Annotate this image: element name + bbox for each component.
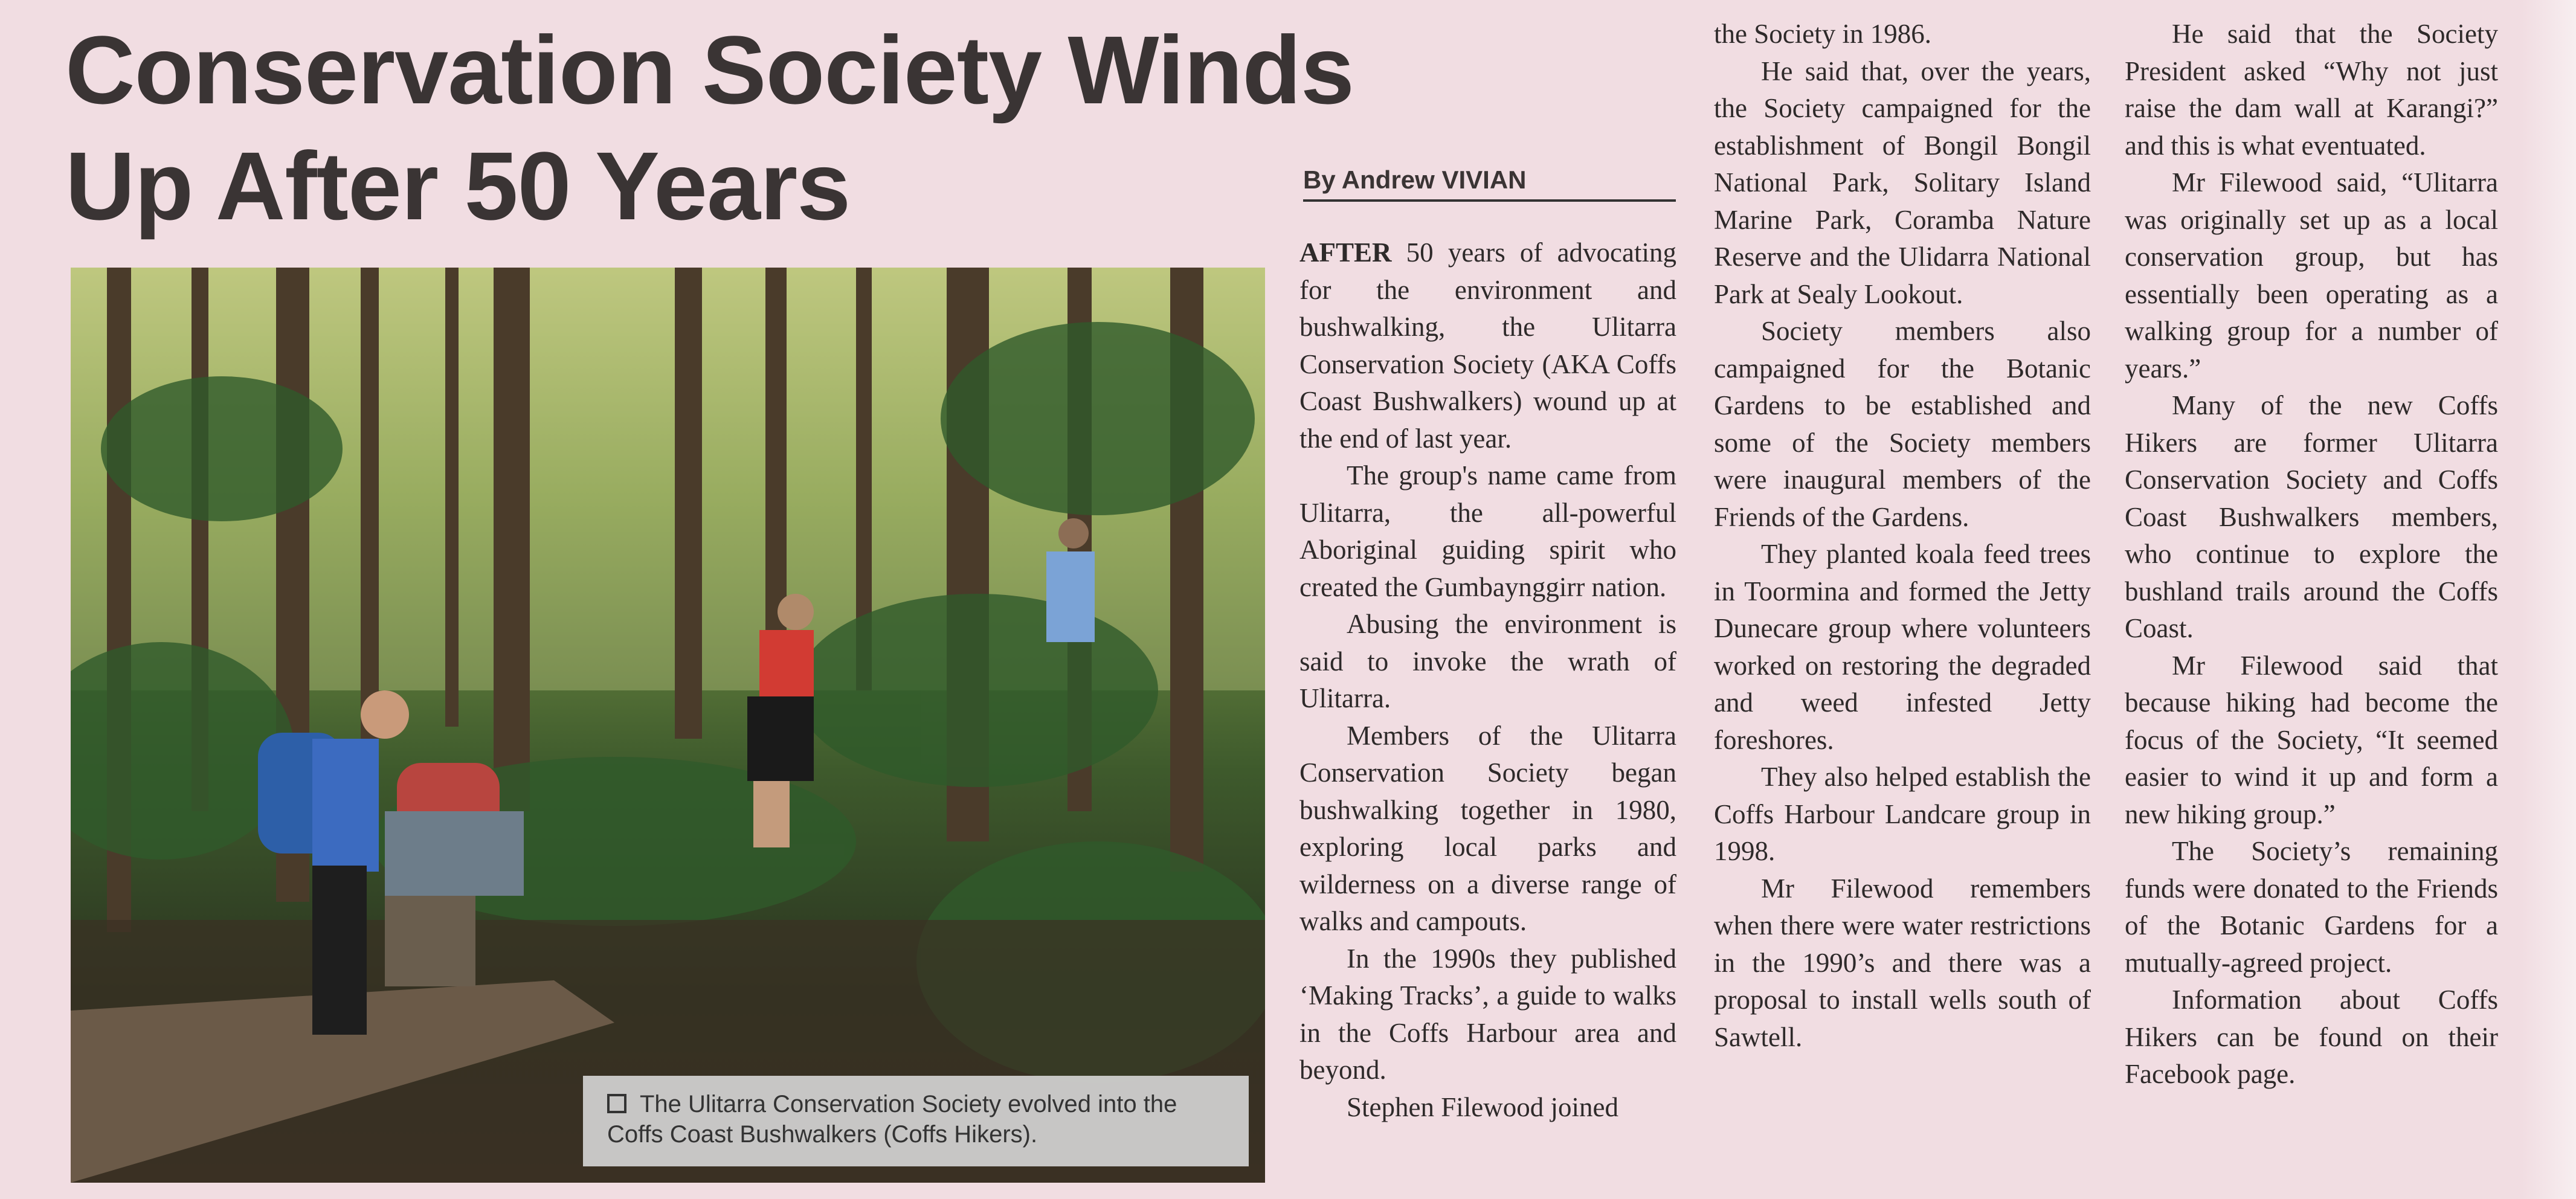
headline-line-2: Up After 50 Years — [65, 132, 851, 240]
paragraph: Mr Filewood said, “Ulitarra was originally set up as a local conservation group, but has essentially been operating as a walking group for a number of years.” — [2125, 167, 2498, 384]
paragraph: Members of the Ulitarra Conservation Society began bushwalking together in 1980, exploring local parks and wilderness on a diverse range of walks and campouts. — [1299, 720, 1676, 936]
headline-line-1: Conservation Society Winds — [65, 16, 1354, 124]
lead-word: AFTER — [1299, 237, 1392, 268]
paragraph: Many of the new Coffs Hikers are former Ulitarra Conservation Society and Coffs Coast Bushwalkers members, who continue to explore the bushland trails around the Coffs Coast. — [2125, 390, 2498, 643]
paragraph: the Society in 1986. — [1714, 19, 1931, 49]
paragraph: They also helped establish the Coffs Harbour Landcare group in 1998. — [1714, 762, 2091, 866]
paragraph: He said that the Society President asked “Why not just raise the dam wall at Karangi?” and this is what eventuated. — [2125, 19, 2498, 161]
caption-square-icon — [607, 1094, 626, 1113]
caption-text: The Ulitarra Conservation Society evolved into the Coffs Coast Bushwalkers (Coffs Hikers). — [607, 1091, 1177, 1148]
page-edge — [2522, 0, 2576, 1199]
forest-hikers-image — [71, 268, 1265, 1183]
paragraph: They planted koala feed trees in Toormina and formed the Jetty Dunecare group where volunteers worked on restoring the degraded and weed infested Jetty foreshores. — [1714, 539, 2091, 755]
paragraph: He said that, over the years, the Society campaigned for the establishment of Bongil Bongil National Park, Solitary Island Marine Park, Coramba Nature Reserve and the Ulidarra National Park at Sealy Lookout. — [1714, 56, 2091, 309]
photo-caption — [583, 1076, 1249, 1166]
paragraph: AFTER 50 years of advocating for the environment and bushwalking, the Ulitarra Conservation Society (AKA Coffs Coast Bushwalkers) wound up at the end of last year. — [1299, 237, 1676, 454]
paragraph: Mr Filewood remembers when there were water restrictions in the 1990’s and there was a proposal to install wells south of Sawtell. — [1714, 873, 2091, 1052]
paragraph: The Society’s remaining funds were donated to the Friends of the Botanic Gardens for a mutually-agreed project. — [2125, 836, 2498, 978]
headline — [65, 12, 1696, 244]
paragraph: Mr Filewood said that because hiking had become the focus of the Society, “It seemed easier to wind it up and form a new hiking group.” — [2125, 650, 2498, 829]
paragraph: Stephen Filewood joined — [1347, 1091, 1618, 1122]
article-photo — [71, 268, 1265, 1183]
article-column-2 — [1714, 16, 2091, 1056]
byline: By Andrew VIVIAN — [1303, 162, 1676, 202]
paragraph: Society members also campaigned for the Botanic Gardens to be established and some of the Society members were inaugural members of the Friends of the Gardens. — [1714, 316, 2091, 532]
paragraph: Information about Coffs Hikers can be found on their Facebook page. — [2125, 985, 2498, 1089]
paragraph: The group's name came from Ulitarra, the all-powerful Aboriginal guiding spirit who created the Gumbaynggirr nation. — [1299, 460, 1676, 602]
article-column-3 — [2125, 16, 2498, 1093]
paragraph: Abusing the environment is said to invoke the wrath of Ulitarra. — [1299, 609, 1676, 713]
paragraph: In the 1990s they published ‘Making Tracks’, a guide to walks in the Coffs Harbour area and beyond. — [1299, 943, 1676, 1085]
article-column-1 — [1299, 234, 1676, 1126]
